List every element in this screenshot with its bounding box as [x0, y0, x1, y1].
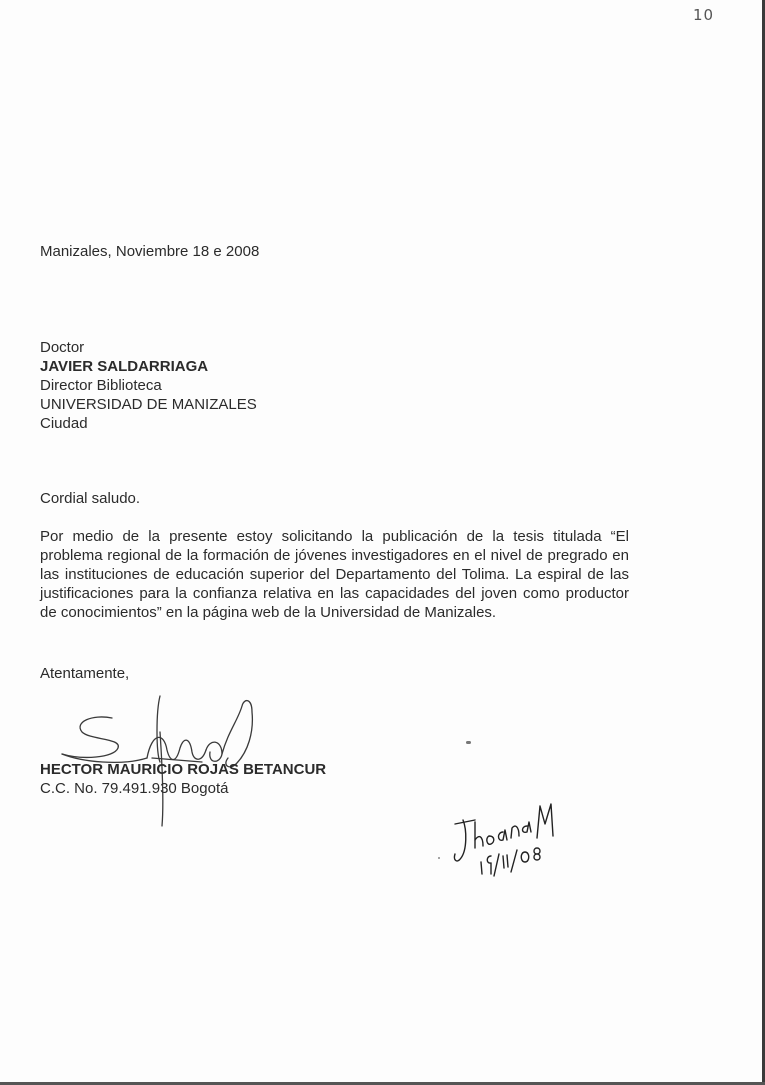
recipient-name: JAVIER SALDARRIAGA — [40, 358, 209, 375]
signer-name: HECTOR MAURICIO ROJAS BETANCUR — [40, 761, 327, 778]
letter-date: Manizales, Noviembre 18 e 2008 — [40, 243, 260, 260]
recipient-position: Director Biblioteca — [40, 377, 162, 394]
closing: Atentamente, — [40, 665, 130, 682]
greeting: Cordial saludo. — [40, 490, 141, 507]
handwritten-receipt-note — [445, 800, 565, 885]
recipient-city: Ciudad — [40, 415, 88, 432]
recipient-institution: UNIVERSIDAD DE MANIZALES — [40, 396, 257, 413]
signer-id: C.C. No. 79.491.930 Bogotá — [40, 780, 229, 797]
recipient-block — [40, 338, 257, 433]
scan-speck — [466, 741, 471, 744]
page-number: 10 — [693, 6, 715, 24]
body-paragraph: Por medio de la presente estoy solicitando la publicación de la tesis titulada “El problema regional de la formación de jóvenes investigadores en el nivel de pregrado en las instituciones de educación superior del Departamento del Tolima. La espiral de las justificaciones para la confianza relativa en las capacidades del joven como productor de conocimientos” en la página web de la Universidad de Manizales. — [40, 528, 629, 621]
scan-speck — [438, 857, 440, 859]
recipient-title: Doctor — [40, 339, 85, 356]
